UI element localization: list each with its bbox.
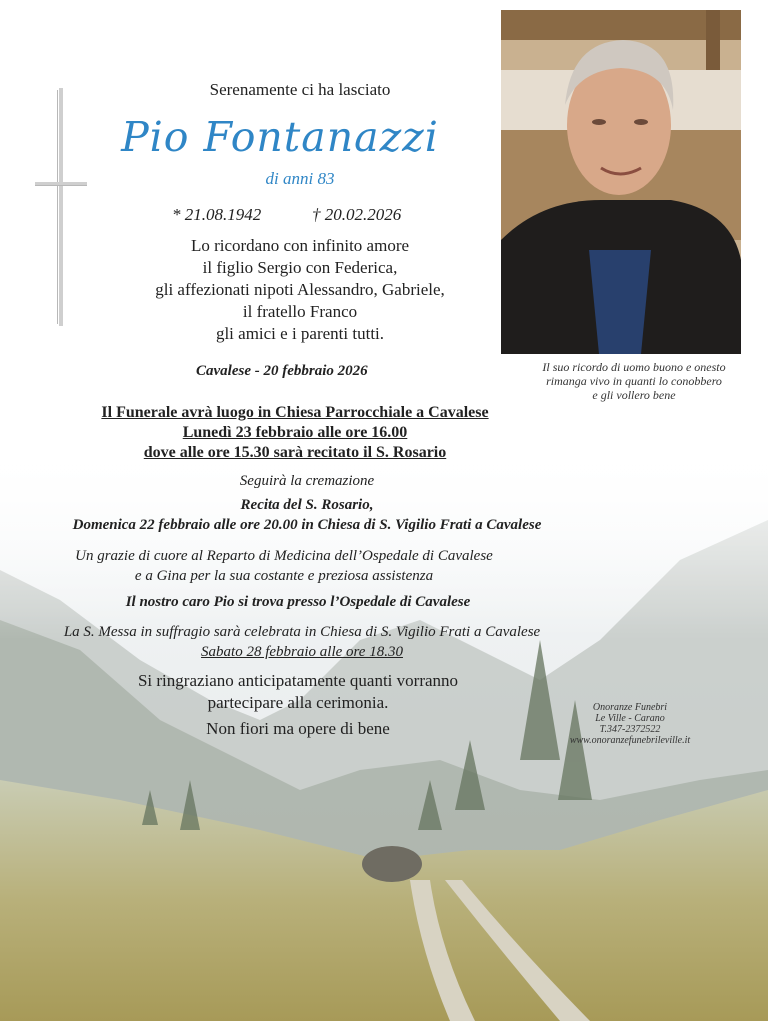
death-date: † 20.02.2026 bbox=[312, 205, 402, 224]
funeral-line: Lunedì 23 febbraio alle ore 16.00 bbox=[182, 424, 408, 441]
closing-line: Non fiori ma opere di bene bbox=[206, 719, 390, 738]
mass-line: La S. Messa in suffragio sarà celebrata in Chiesa di S. Vigilio Frati a Cavalese bbox=[63, 624, 541, 640]
thanks-line: e a Gina per la sua costante e preziosa assistenza bbox=[134, 568, 434, 584]
closing-block bbox=[0, 670, 596, 740]
age-text: di anni 83 bbox=[265, 169, 335, 188]
caption-line: Il suo ricordo di uomo buono e onesto bbox=[542, 360, 726, 374]
family-line: il fratello Franco bbox=[242, 302, 358, 321]
cremation-note: Seguirà la cremazione bbox=[239, 473, 375, 489]
credits-line: www.onoranzefunebrileville.it bbox=[569, 735, 691, 746]
funeral-line: dove alle ore 15.30 sarà recitato il S. Rosario bbox=[143, 444, 447, 461]
photo-caption bbox=[500, 360, 768, 402]
deceased-photo bbox=[501, 10, 741, 354]
credits-line: Onoranze Funebri bbox=[592, 702, 668, 713]
place-date: Cavalese - 20 febbraio 2026 bbox=[196, 363, 368, 379]
closing-line: partecipare alla cerimonia. bbox=[207, 693, 389, 712]
family-line: gli amici e i parenti tutti. bbox=[215, 324, 385, 343]
funeral-block bbox=[0, 403, 590, 463]
mass-line: Sabato 28 febbraio alle ore 18.30 bbox=[201, 644, 403, 660]
rosary-line: Recita del S. Rosario, bbox=[240, 497, 374, 513]
thanks-line: Un grazie di cuore al Reparto di Medicina dell’Ospedale di Cavalese bbox=[75, 548, 493, 564]
mass-block bbox=[0, 622, 604, 662]
rosary-block bbox=[0, 495, 614, 535]
intro-text: Serenamente ci ha lasciato bbox=[209, 80, 391, 99]
location-note: Il nostro caro Pio si trova presso l’Ospedale di Cavalese bbox=[125, 594, 471, 610]
closing-line: Si ringraziano anticipatamente quanti vorranno bbox=[137, 671, 459, 690]
credits-line: Le Ville - Carano bbox=[595, 713, 665, 724]
family-line: Lo ricordano con infinito amore bbox=[190, 236, 410, 255]
caption-line: e gli vollero bene bbox=[592, 388, 676, 402]
funeral-home-credits bbox=[555, 702, 705, 746]
caption-line: rimanga vivo in quanti lo conobbero bbox=[546, 374, 722, 388]
rosary-line: Domenica 22 febbraio alle ore 20.00 in Chiesa di S. Vigilio Frati a Cavalese bbox=[72, 517, 542, 533]
credits-line: T.347-2372522 bbox=[599, 724, 661, 735]
funeral-line: Il Funerale avrà luogo in Chiesa Parrocchiale a Cavalese bbox=[101, 404, 489, 421]
family-line: gli affezionati nipoti Alessandro, Gabriele, bbox=[155, 280, 445, 299]
family-line: il figlio Sergio con Federica, bbox=[202, 258, 398, 277]
deceased-name: Pio Fontanazzi bbox=[121, 113, 439, 161]
birth-date: * 21.08.1942 bbox=[172, 205, 262, 224]
thanks-block bbox=[0, 546, 568, 586]
